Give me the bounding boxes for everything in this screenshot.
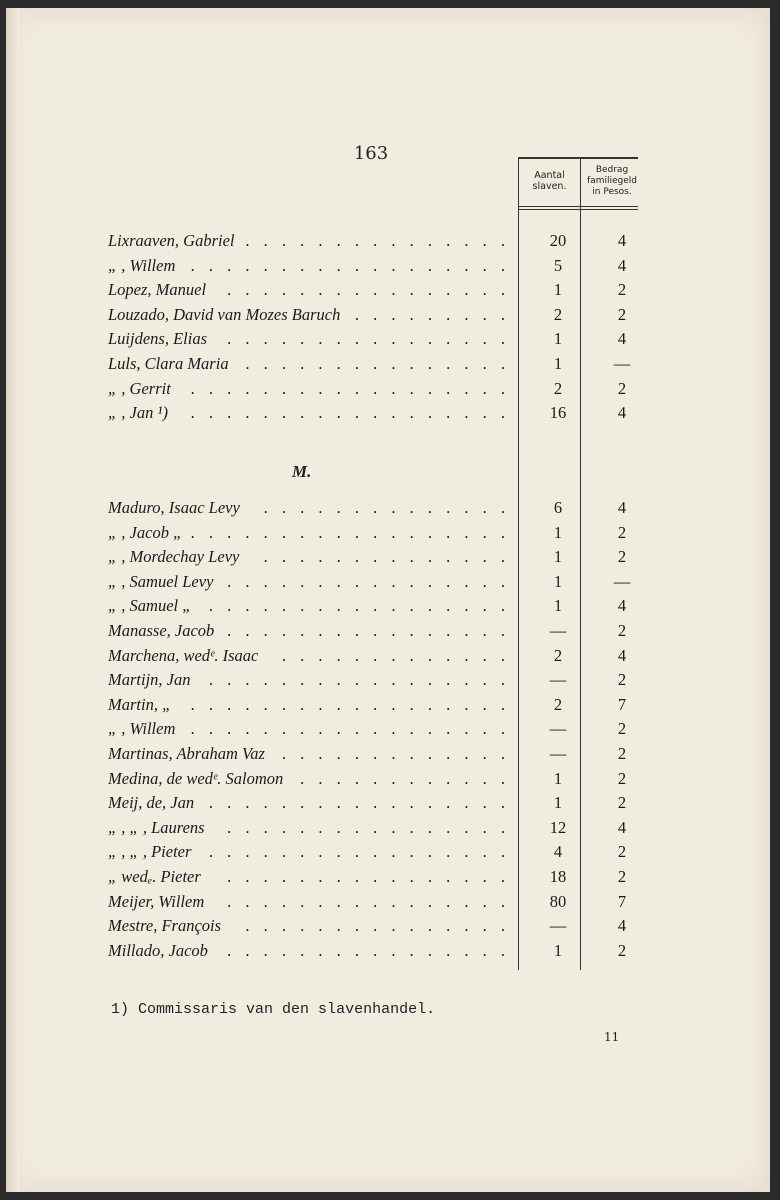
table-row bbox=[102, 401, 662, 425]
slaves-count: 1 bbox=[553, 940, 563, 960]
entry-name-text: „ wedₑ. Pieter bbox=[108, 867, 201, 886]
slaves-count: — bbox=[549, 744, 567, 763]
slaves-count: 1 bbox=[553, 596, 563, 616]
column-header-amount bbox=[581, 165, 643, 198]
entry-name bbox=[108, 229, 510, 253]
leader-dots: . . . . . . . . . . . . . . . . . . bbox=[188, 254, 510, 278]
column-header-slaves bbox=[519, 170, 580, 192]
entry-name bbox=[108, 865, 510, 889]
table-row bbox=[102, 717, 662, 741]
entry-name bbox=[108, 693, 510, 717]
slaves-count: 1 bbox=[553, 547, 563, 567]
entry-name bbox=[108, 914, 510, 938]
leader-dots: . . . . . . . . . . . . . . . . . . bbox=[188, 717, 510, 741]
entry-name-text: „ , „ , Pieter bbox=[108, 842, 192, 862]
entry-name bbox=[108, 668, 510, 692]
amount-pesos: — bbox=[613, 571, 631, 591]
entry-name-text: Lopez, Manuel bbox=[108, 280, 207, 300]
entry-name-text: „ , Willem bbox=[108, 719, 176, 739]
leader-dots: . . . . . . . . . . . . . . . . bbox=[224, 278, 510, 302]
slaves-count: 1 bbox=[553, 793, 563, 813]
amount-pesos: 2 bbox=[617, 719, 627, 739]
table-row bbox=[102, 496, 662, 520]
amount-pesos: 7 bbox=[617, 891, 627, 911]
table-row bbox=[102, 840, 662, 864]
entry-name-text: Lixraaven, Gabriel bbox=[108, 231, 235, 250]
entry-name-text: Martijn, Jan bbox=[108, 670, 191, 690]
slaves-count: — bbox=[549, 670, 567, 690]
column-header-slaves-line2: slaven. bbox=[532, 181, 567, 192]
amount-pesos: 2 bbox=[617, 522, 627, 542]
slaves-count: 1 bbox=[553, 354, 563, 373]
entry-name-text: Mestre, François bbox=[108, 916, 222, 936]
page-number: 163 bbox=[353, 143, 389, 164]
leader-dots: . . . . . . . . . . . . . . . . . . bbox=[188, 693, 510, 717]
amount-pesos: 2 bbox=[617, 842, 627, 862]
entry-name bbox=[108, 644, 510, 668]
entry-name bbox=[108, 791, 510, 815]
footnote-text: Commissaris van den slavenhandel. bbox=[138, 1001, 436, 1018]
entry-name bbox=[108, 767, 510, 791]
entry-name-text: „ , Mordechay Levy bbox=[108, 547, 240, 567]
section-letter: M. bbox=[292, 462, 312, 481]
leader-dots: . . . . . . . . . . . . . . . . bbox=[224, 816, 510, 840]
amount-pesos: 4 bbox=[617, 596, 627, 616]
amount-pesos: 2 bbox=[617, 378, 627, 398]
entry-name-text: „ , „ , Laurens bbox=[108, 817, 205, 837]
entry-name bbox=[108, 717, 510, 741]
sheet-number: 11 bbox=[604, 1030, 620, 1044]
leader-dots: . . . . . . . . . . . . . . . bbox=[242, 229, 510, 253]
entry-name bbox=[108, 327, 510, 351]
entry-name bbox=[108, 401, 510, 425]
column-header-amount-line2: familiegeld bbox=[587, 176, 637, 186]
slaves-count: 1 bbox=[553, 329, 563, 349]
table-row bbox=[102, 594, 662, 618]
table-row bbox=[102, 668, 662, 692]
amount-pesos: 4 bbox=[617, 645, 627, 665]
slaves-count: 18 bbox=[549, 867, 567, 886]
entry-name bbox=[108, 570, 510, 594]
leader-dots: . . . . . . . . . . . . . . bbox=[261, 496, 510, 520]
leader-dots: . . . . . . . . . . . . bbox=[297, 767, 510, 791]
leader-dots: . . . . . . . . . . . . . . . . . bbox=[206, 791, 510, 815]
table-row bbox=[102, 377, 662, 401]
header-rule-2 bbox=[518, 209, 638, 210]
leader-dots: . . . . . . . . . bbox=[352, 303, 510, 327]
slaves-count: — bbox=[549, 916, 567, 936]
slaves-count: — bbox=[549, 719, 567, 739]
table-row bbox=[102, 791, 662, 815]
leader-dots: . . . . . . . . . . . . . bbox=[279, 644, 510, 668]
footnote bbox=[111, 1001, 435, 1018]
leader-dots: . . . . . . . . . . . . . . . . . . bbox=[188, 521, 510, 545]
slaves-count: 20 bbox=[549, 231, 567, 250]
table-row bbox=[102, 644, 662, 668]
entry-name-text: „ , Gerrit bbox=[108, 378, 171, 398]
entry-name bbox=[108, 939, 510, 963]
amount-pesos: — bbox=[613, 354, 631, 373]
slaves-count: 2 bbox=[553, 378, 563, 398]
slaves-count: 2 bbox=[553, 645, 563, 665]
entry-name-text: Maduro, Isaac Levy bbox=[108, 498, 240, 517]
leader-dots: . . . . . . . . . . . . . . bbox=[261, 545, 510, 569]
slaves-count: — bbox=[549, 621, 567, 640]
amount-pesos: 4 bbox=[617, 403, 627, 423]
entry-name-text: Marchena, wedᵉ. Isaac bbox=[108, 645, 259, 665]
amount-pesos: 2 bbox=[617, 304, 627, 324]
leader-dots: . . . . . . . . . . . . . . . . bbox=[224, 570, 510, 594]
entry-name-text: „ , Willem bbox=[108, 255, 176, 275]
leader-dots: . . . . . . . . . . . . . . . bbox=[242, 914, 510, 938]
amount-pesos: 2 bbox=[617, 670, 627, 690]
amount-pesos: 2 bbox=[617, 280, 627, 300]
leader-dots: . . . . . . . . . . . . . . . . . . bbox=[188, 377, 510, 401]
table-row bbox=[102, 545, 662, 569]
entry-name bbox=[108, 377, 510, 401]
slaves-count: 5 bbox=[553, 255, 563, 275]
table-row bbox=[102, 254, 662, 278]
amount-pesos: 2 bbox=[617, 793, 627, 813]
table-row bbox=[102, 229, 662, 253]
entry-name-text: Millado, Jacob bbox=[108, 940, 208, 960]
amount-pesos: 4 bbox=[617, 231, 627, 250]
document-page bbox=[6, 8, 770, 1192]
leader-dots: . . . . . . . . . . . . . . . . . bbox=[206, 840, 510, 864]
table-row bbox=[102, 619, 662, 643]
table-row bbox=[102, 352, 662, 376]
leader-dots: . . . . . . . . . . . . . . . . bbox=[224, 890, 510, 914]
leader-dots: . . . . . . . . . . . . . . . . . bbox=[206, 594, 510, 618]
entry-name-text: Meij, de, Jan bbox=[108, 793, 195, 813]
column-header-amount-line1: Bedrag bbox=[595, 165, 629, 175]
amount-pesos: 2 bbox=[617, 867, 627, 886]
leader-dots: . . . . . . . . . . . . . . . . bbox=[224, 619, 510, 643]
leader-dots: . . . . . . . . . . . . . . . . bbox=[224, 865, 510, 889]
entry-name-text: „ , Jacob „ bbox=[108, 522, 183, 542]
leader-dots: . . . . . . . . . . . . . . . . . . bbox=[188, 401, 510, 425]
entry-name bbox=[108, 619, 510, 643]
table-row bbox=[102, 742, 662, 766]
table-row bbox=[102, 693, 662, 717]
column-header-slaves-line1: Aantal bbox=[534, 170, 565, 181]
entry-name bbox=[108, 496, 510, 520]
slaves-count: 16 bbox=[549, 403, 567, 423]
table-row bbox=[102, 890, 662, 914]
header-rule-1 bbox=[518, 206, 638, 207]
entry-name bbox=[108, 254, 510, 278]
amount-pesos: 4 bbox=[617, 329, 627, 349]
entry-name-text: „ , Jan ¹) bbox=[108, 403, 168, 423]
table-row bbox=[102, 521, 662, 545]
leader-dots: . . . . . . . . . . . . . . . bbox=[242, 352, 510, 376]
table-row bbox=[102, 767, 662, 791]
page-gutter bbox=[6, 8, 20, 1192]
amount-pesos: 4 bbox=[617, 255, 627, 275]
footnote-marker: 1) bbox=[111, 1001, 130, 1018]
entry-name bbox=[108, 278, 510, 302]
slaves-count: 6 bbox=[553, 498, 563, 517]
entry-name-text: Louzado, David van Mozes Baruch bbox=[108, 304, 341, 324]
entry-name bbox=[108, 594, 510, 618]
table-row bbox=[102, 914, 662, 938]
slaves-count: 12 bbox=[549, 817, 567, 837]
amount-pesos: 7 bbox=[617, 694, 627, 714]
table-row bbox=[102, 303, 662, 327]
amount-pesos: 2 bbox=[617, 621, 627, 640]
slaves-count: 2 bbox=[553, 694, 563, 714]
amount-pesos: 2 bbox=[617, 547, 627, 567]
slaves-count: 1 bbox=[553, 522, 563, 542]
entry-name-text: Medina, de wedᵉ. Salomon bbox=[108, 768, 284, 788]
entry-name bbox=[108, 742, 510, 766]
amount-pesos: 4 bbox=[617, 498, 627, 517]
entry-name-text: Luijdens, Elias bbox=[108, 329, 208, 349]
slaves-count: 80 bbox=[549, 891, 567, 911]
entry-name bbox=[108, 352, 510, 376]
amount-pesos: 4 bbox=[617, 817, 627, 837]
slaves-count: 1 bbox=[553, 571, 563, 591]
entry-name bbox=[108, 890, 510, 914]
entry-name-text: „ , Samuel Levy bbox=[108, 571, 214, 591]
amount-pesos: 2 bbox=[617, 768, 627, 788]
leader-dots: . . . . . . . . . . . . . . . . bbox=[224, 939, 510, 963]
entry-name-text: Martinas, Abraham Vaz bbox=[108, 744, 265, 763]
entry-name bbox=[108, 521, 510, 545]
slaves-count: 2 bbox=[553, 304, 563, 324]
slaves-count: 1 bbox=[553, 280, 563, 300]
entry-name bbox=[108, 816, 510, 840]
entry-name bbox=[108, 545, 510, 569]
leader-dots: . . . . . . . . . . . . . . . . bbox=[224, 327, 510, 351]
entry-name-text: Martin, „ bbox=[108, 694, 172, 714]
amount-pesos: 2 bbox=[617, 744, 627, 763]
slaves-count: 4 bbox=[553, 842, 563, 862]
entry-name bbox=[108, 303, 510, 327]
table-row bbox=[102, 327, 662, 351]
table-row bbox=[102, 278, 662, 302]
entry-name-text: Manasse, Jacob bbox=[108, 621, 215, 640]
column-header-amount-line3: in Pesos. bbox=[592, 187, 632, 197]
amount-pesos: 2 bbox=[617, 940, 627, 960]
table-row bbox=[102, 939, 662, 963]
table-row bbox=[102, 816, 662, 840]
leader-dots: . . . . . . . . . . . . . bbox=[279, 742, 510, 766]
amount-pesos: 4 bbox=[617, 916, 627, 936]
slaves-count: 1 bbox=[553, 768, 563, 788]
entry-name bbox=[108, 840, 510, 864]
entry-name-text: Luls, Clara Maria bbox=[108, 354, 229, 373]
table-row bbox=[102, 570, 662, 594]
table-row bbox=[102, 865, 662, 889]
entry-name-text: „ , Samuel „ bbox=[108, 596, 192, 616]
table-top-rule bbox=[518, 157, 638, 159]
leader-dots: . . . . . . . . . . . . . . . . . bbox=[206, 668, 510, 692]
entry-name-text: Meijer, Willem bbox=[108, 891, 205, 911]
